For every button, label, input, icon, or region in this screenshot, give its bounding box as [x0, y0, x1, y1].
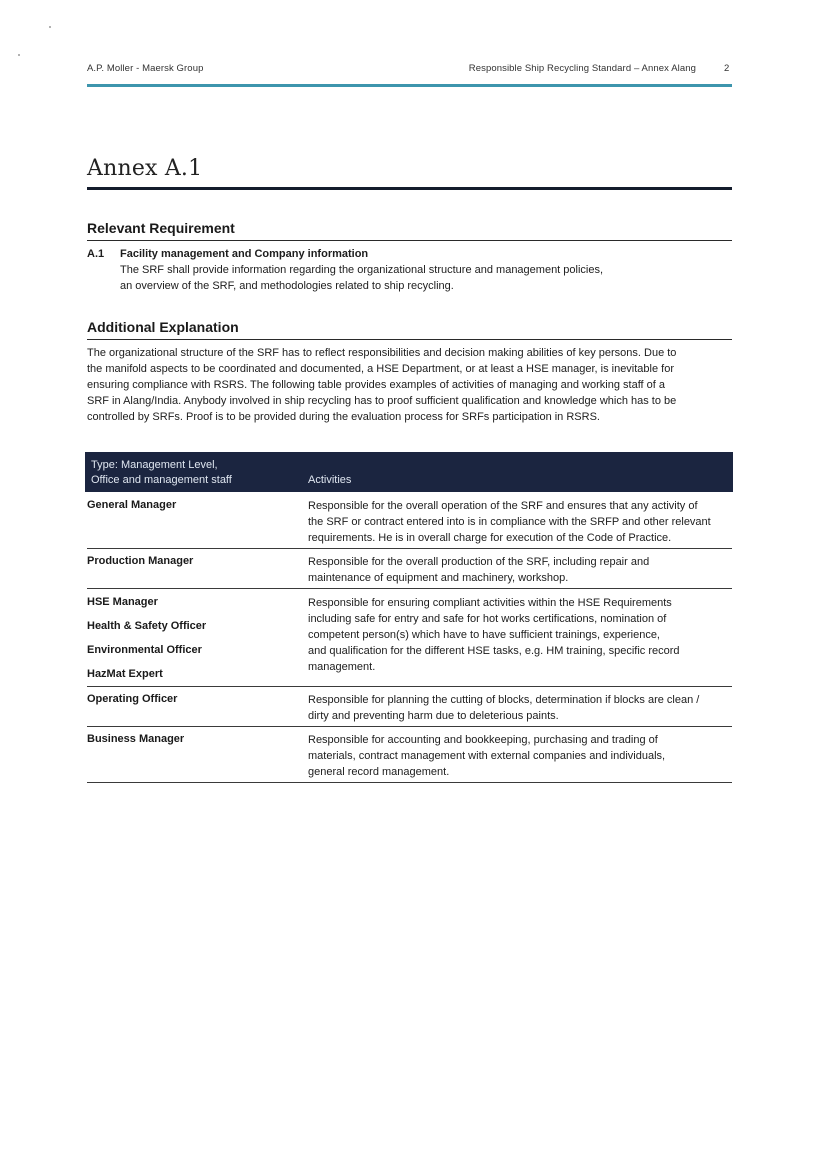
- explanation-text-line: the manifold aspects to be coordinated and documented, a HSE Department, or at least a HSE manager, is inevitable for: [87, 363, 675, 375]
- table-row-activity-line: materials, contract management with external companies and individuals,: [308, 750, 666, 762]
- table-row-divider: [87, 782, 732, 783]
- table-row-activity-line: Responsible for accounting and bookkeeping, purchasing and trading of: [308, 734, 658, 746]
- additional-explanation-heading: Additional Explanation: [87, 319, 239, 335]
- table-row-activity-line: Responsible for ensuring compliant activities within the HSE Requirements: [308, 597, 672, 609]
- table-row-activity-line: maintenance of equipment and machinery, workshop.: [308, 572, 569, 584]
- table-row-activity-line: including safe for entry and safe for hot works certifications, nomination of: [308, 613, 667, 625]
- explanation-text-line: ensuring compliance with RSRS. The following table provides examples of activities of managing and working staff of a: [87, 379, 666, 391]
- table-row-activity-line: and qualification for the different HSE tasks, e.g. HM training, specific record: [308, 645, 680, 657]
- table-row-divider: [87, 686, 732, 687]
- relevant-requirement-heading: Relevant Requirement: [87, 220, 235, 236]
- requirement-text-line: The SRF shall provide information regarding the organizational structure and management policies,: [120, 264, 604, 276]
- table-header-type: [91, 458, 232, 488]
- table-row-role: Health & Safety Officer: [87, 620, 207, 632]
- scan-speck: [49, 26, 51, 28]
- explanation-text-line: SRF in Alang/India. Anybody involved in ship recycling has to proof sufficient qualification and knowledge which has to be: [87, 395, 677, 407]
- requirement-text-line: an overview of the SRF, and methodologies related to ship recycling.: [120, 280, 454, 292]
- annex-rule: [87, 187, 732, 190]
- table-row-activity-line: competent person(s) which have to have sufficient trainings, experience,: [308, 629, 660, 641]
- table-row-divider: [87, 548, 732, 549]
- annex-title: Annex A.1: [87, 156, 203, 181]
- table-header-activities: Activities: [308, 474, 352, 486]
- relevant-requirement-rule: [87, 240, 732, 241]
- requirement-number: A.1: [87, 248, 105, 260]
- table-row-role: HSE Manager: [87, 596, 158, 608]
- table-header-type-line: Type: Management Level,: [91, 459, 218, 471]
- scan-speck: [18, 54, 20, 56]
- table-row-activity-line: Responsible for planning the cutting of blocks, determination if blocks are clean /: [308, 694, 700, 706]
- header-document-title: Responsible Ship Recycling Standard – Annex Alang: [468, 63, 696, 74]
- table-row-activity-line: Responsible for the overall operation of the SRF and ensures that any activity of: [308, 500, 698, 512]
- explanation-text-line: The organizational structure of the SRF has to reflect responsibilities and decision making abilities of key persons. Due to: [87, 347, 677, 359]
- additional-explanation-rule: [87, 339, 732, 340]
- table-row-divider: [87, 588, 732, 589]
- table-row-activity-line: Responsible for the overall production of the SRF, including repair and: [308, 556, 650, 568]
- header-rule: [87, 84, 732, 87]
- table-row-role: Environmental Officer: [87, 644, 202, 656]
- table-row-activity-line: general record management.: [308, 766, 450, 778]
- table-row-role: HazMat Expert: [87, 668, 163, 680]
- page-number: 2: [724, 63, 730, 74]
- table-row-activity-line: dirty and preventing harm due to deleterious paints.: [308, 710, 559, 722]
- table-row-role: Business Manager: [87, 733, 185, 745]
- header-company: A.P. Moller - Maersk Group: [87, 63, 204, 74]
- table-row-role: General Manager: [87, 499, 177, 511]
- table-header: [85, 452, 733, 492]
- table-row-activity-line: the SRF or contract entered into is in compliance with the SRFP and other relevant: [308, 516, 711, 528]
- explanation-text-line: controlled by SRFs. Proof is to be provided during the evaluation process for SRFs participation in RSRS.: [87, 411, 600, 423]
- requirement-title: Facility management and Company information: [120, 248, 369, 260]
- table-header-type-line: Office and management staff: [91, 474, 232, 486]
- table-row-role: Operating Officer: [87, 693, 178, 705]
- table-row-role: Production Manager: [87, 555, 194, 567]
- table-row-activity-line: management.: [308, 661, 376, 673]
- table-row-activity-line: requirements. He is in overall charge for execution of the Code of Practice.: [308, 532, 672, 544]
- table-row-divider: [87, 726, 732, 727]
